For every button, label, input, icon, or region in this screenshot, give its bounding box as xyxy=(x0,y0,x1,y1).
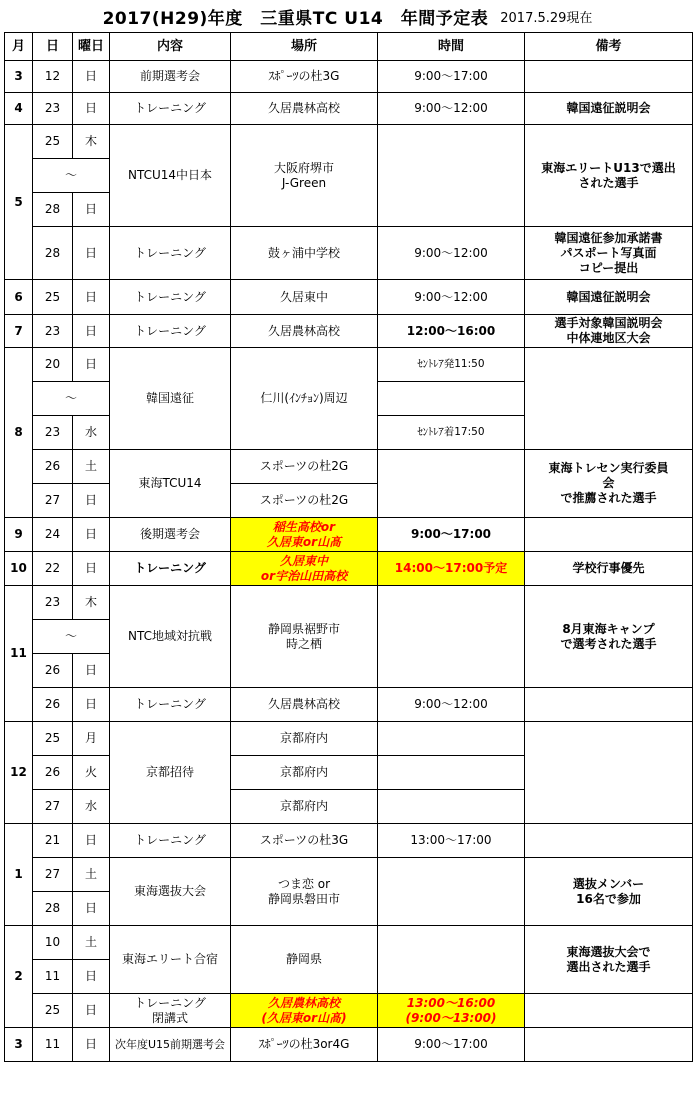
note-cell xyxy=(525,688,693,722)
table-row xyxy=(5,824,693,858)
content-cell: トレーニング xyxy=(110,280,231,315)
content-cell: トレーニング xyxy=(110,227,231,280)
month-cell: 5 xyxy=(5,125,33,280)
time-cell xyxy=(378,722,525,756)
place-cell: つま恋 or 静岡県磐田市 xyxy=(231,858,378,926)
content-cell: トレーニング xyxy=(110,93,231,125)
day-cell: 25 xyxy=(33,994,73,1028)
table-row xyxy=(5,994,693,1028)
note-cell: 東海トレセン実行委員 会 で推薦された選手 xyxy=(525,450,693,518)
time-cell: 13:00～17:00 xyxy=(378,824,525,858)
dow-cell: 日 xyxy=(73,484,110,518)
place-cell: 京都府内 xyxy=(231,790,378,824)
day-cell: 27 xyxy=(33,484,73,518)
place-cell: 仁川(ｲﾝﾁｮﾝ)周辺 xyxy=(231,348,378,450)
content-cell: 東海選抜大会 xyxy=(110,858,231,926)
time-cell xyxy=(378,790,525,824)
time-cell: 9:00～17:00 xyxy=(378,518,525,552)
table-row xyxy=(5,586,693,620)
place-cell: 久居東中 xyxy=(231,280,378,315)
dow-cell: 日 xyxy=(73,960,110,994)
table-row xyxy=(5,518,693,552)
day-cell: ～ xyxy=(33,382,110,416)
dow-cell: 土 xyxy=(73,926,110,960)
col-note: 備考 xyxy=(525,33,693,61)
schedule-table xyxy=(4,32,693,1062)
dow-cell: 土 xyxy=(73,858,110,892)
day-cell: 23 xyxy=(33,586,73,620)
content-cell: NTCU14中日本 xyxy=(110,125,231,227)
day-cell: 12 xyxy=(33,61,73,93)
day-cell: ～ xyxy=(33,620,110,654)
dow-cell: 水 xyxy=(73,790,110,824)
dow-cell: 日 xyxy=(73,654,110,688)
day-cell: 26 xyxy=(33,756,73,790)
place-cell: 久居東中 or宇治山田高校 xyxy=(231,552,378,586)
place-cell: 鼓ヶ浦中学校 xyxy=(231,227,378,280)
note-cell: 韓国遠征説明会 xyxy=(525,280,693,315)
note-cell xyxy=(525,722,693,824)
content-cell: 韓国遠征 xyxy=(110,348,231,450)
header-row xyxy=(5,33,693,61)
table-row xyxy=(5,552,693,586)
table-row xyxy=(5,61,693,93)
table-row xyxy=(5,125,693,159)
time-cell xyxy=(378,125,525,227)
place-cell: 大阪府堺市 J-Green xyxy=(231,125,378,227)
dow-cell: 日 xyxy=(73,1028,110,1062)
col-month: 月 xyxy=(5,33,33,61)
day-cell: 24 xyxy=(33,518,73,552)
month-cell: 1 xyxy=(5,824,33,926)
day-cell: 20 xyxy=(33,348,73,382)
day-cell: 28 xyxy=(33,193,73,227)
day-cell: 27 xyxy=(33,790,73,824)
note-cell: 東海エリートU13で選出 された選手 xyxy=(525,125,693,227)
table-row xyxy=(5,348,693,382)
col-content: 内容 xyxy=(110,33,231,61)
col-day: 日 xyxy=(33,33,73,61)
table-row xyxy=(5,722,693,756)
day-cell: 11 xyxy=(33,960,73,994)
note-cell xyxy=(525,824,693,858)
as-of-date: 2017.5.29現在 xyxy=(500,10,593,26)
dow-cell: 日 xyxy=(73,93,110,125)
day-cell: 27 xyxy=(33,858,73,892)
day-cell: 11 xyxy=(33,1028,73,1062)
table-row xyxy=(5,280,693,315)
day-cell: 21 xyxy=(33,824,73,858)
day-cell: 26 xyxy=(33,450,73,484)
time-cell: 9:00～12:00 xyxy=(378,688,525,722)
place-cell: 久居農林高校 (久居東or山髙) xyxy=(231,994,378,1028)
content-cell: 次年度U15前期選考会 xyxy=(110,1028,231,1062)
month-cell: 10 xyxy=(5,552,33,586)
note-cell: 8月東海キャンプ で選考された選手 xyxy=(525,586,693,688)
day-cell: 25 xyxy=(33,280,73,315)
dow-cell: 木 xyxy=(73,586,110,620)
table-row xyxy=(5,93,693,125)
day-cell: 10 xyxy=(33,926,73,960)
place-cell: 久居農林高校 xyxy=(231,315,378,348)
day-cell: 28 xyxy=(33,892,73,926)
time-cell: 9:00～17:00 xyxy=(378,61,525,93)
dow-cell: 日 xyxy=(73,688,110,722)
day-cell: 23 xyxy=(33,315,73,348)
time-cell: 14:00～17:00予定 xyxy=(378,552,525,586)
place-cell: 久居農林高校 xyxy=(231,688,378,722)
content-cell: トレーニング xyxy=(110,315,231,348)
time-cell: 13:00～16:00 (9:00～13:00) xyxy=(378,994,525,1028)
note-cell: 選抜メンバー 16名で参加 xyxy=(525,858,693,926)
content-cell: トレーニング xyxy=(110,688,231,722)
content-cell: トレーニング xyxy=(110,552,231,586)
table-row xyxy=(5,688,693,722)
day-cell: 26 xyxy=(33,688,73,722)
content-cell: 東海TCU14 xyxy=(110,450,231,518)
place-cell: 京都府内 xyxy=(231,722,378,756)
month-cell: 3 xyxy=(5,61,33,93)
page-title xyxy=(0,0,695,32)
dow-cell: 日 xyxy=(73,994,110,1028)
note-cell: 韓国遠征説明会 xyxy=(525,93,693,125)
dow-cell: 日 xyxy=(73,315,110,348)
month-cell: 3 xyxy=(5,1028,33,1062)
time-cell: ｾﾝﾄﾚｱ発11:50 xyxy=(378,348,525,382)
time-cell: 9:00～12:00 xyxy=(378,280,525,315)
note-cell: 選手対象韓国説明会 中体連地区大会 xyxy=(525,315,693,348)
col-time: 時間 xyxy=(378,33,525,61)
place-cell: スポーツの杜3G xyxy=(231,824,378,858)
dow-cell: 火 xyxy=(73,756,110,790)
time-cell: ｾﾝﾄﾚｱ着17:50 xyxy=(378,416,525,450)
time-cell xyxy=(378,756,525,790)
dow-cell: 日 xyxy=(73,824,110,858)
month-cell: 11 xyxy=(5,586,33,722)
content-cell: NTC地域対抗戦 xyxy=(110,586,231,688)
day-cell: 23 xyxy=(33,416,73,450)
col-place: 場所 xyxy=(231,33,378,61)
table-row xyxy=(5,858,693,892)
dow-cell: 日 xyxy=(73,518,110,552)
time-cell xyxy=(378,382,525,416)
title-text: 2017(H29)年度 三重県TC U14 年間予定表 xyxy=(102,8,489,29)
time-cell: 12:00～16:00 xyxy=(378,315,525,348)
time-cell xyxy=(378,858,525,926)
place-cell: ｽﾎﾟｰﾂの杜3G xyxy=(231,61,378,93)
day-cell: 23 xyxy=(33,93,73,125)
day-cell: 26 xyxy=(33,654,73,688)
dow-cell: 月 xyxy=(73,722,110,756)
note-cell xyxy=(525,348,693,450)
content-cell: 東海エリート合宿 xyxy=(110,926,231,994)
day-cell: 28 xyxy=(33,227,73,280)
content-cell: 後期選考会 xyxy=(110,518,231,552)
col-dow: 曜日 xyxy=(73,33,110,61)
month-cell: 4 xyxy=(5,93,33,125)
time-cell: 9:00～12:00 xyxy=(378,227,525,280)
note-cell xyxy=(525,1028,693,1062)
day-cell: 25 xyxy=(33,125,73,159)
month-cell: 12 xyxy=(5,722,33,824)
month-cell: 2 xyxy=(5,926,33,1028)
time-cell xyxy=(378,450,525,518)
month-cell: 8 xyxy=(5,348,33,518)
month-cell: 7 xyxy=(5,315,33,348)
time-cell: 9:00～17:00 xyxy=(378,1028,525,1062)
day-cell: 22 xyxy=(33,552,73,586)
content-cell: トレーニング 閉講式 xyxy=(110,994,231,1028)
dow-cell: 日 xyxy=(73,552,110,586)
note-cell xyxy=(525,61,693,93)
content-cell: 京都招待 xyxy=(110,722,231,824)
day-cell: 25 xyxy=(33,722,73,756)
place-cell: ｽﾎﾟｰﾂの杜3or4G xyxy=(231,1028,378,1062)
table-row xyxy=(5,926,693,960)
dow-cell: 土 xyxy=(73,450,110,484)
place-cell: スポーツの杜2G xyxy=(231,450,378,484)
note-cell: 東海選抜大会で 選出された選手 xyxy=(525,926,693,994)
dow-cell: 日 xyxy=(73,193,110,227)
dow-cell: 日 xyxy=(73,892,110,926)
dow-cell: 木 xyxy=(73,125,110,159)
content-cell: トレーニング xyxy=(110,824,231,858)
table-row xyxy=(5,315,693,348)
place-cell: 稲生高校or 久居東or山髙 xyxy=(231,518,378,552)
table-row xyxy=(5,1028,693,1062)
month-cell: 6 xyxy=(5,280,33,315)
day-cell: ～ xyxy=(33,159,110,193)
place-cell: スポーツの杜2G xyxy=(231,484,378,518)
dow-cell: 水 xyxy=(73,416,110,450)
note-cell: 学校行事優先 xyxy=(525,552,693,586)
place-cell: 京都府内 xyxy=(231,756,378,790)
note-cell xyxy=(525,994,693,1028)
dow-cell: 日 xyxy=(73,227,110,280)
content-cell: 前期選考会 xyxy=(110,61,231,93)
time-cell xyxy=(378,586,525,688)
note-cell xyxy=(525,518,693,552)
month-cell: 9 xyxy=(5,518,33,552)
place-cell: 静岡県裾野市 時之栖 xyxy=(231,586,378,688)
time-cell xyxy=(378,926,525,994)
dow-cell: 日 xyxy=(73,280,110,315)
table-row xyxy=(5,227,693,280)
dow-cell: 日 xyxy=(73,348,110,382)
table-row xyxy=(5,450,693,484)
place-cell: 静岡県 xyxy=(231,926,378,994)
note-cell: 韓国遠征参加承諾書 パスポート写真面 コピー提出 xyxy=(525,227,693,280)
time-cell: 9:00～12:00 xyxy=(378,93,525,125)
dow-cell: 日 xyxy=(73,61,110,93)
place-cell: 久居農林高校 xyxy=(231,93,378,125)
